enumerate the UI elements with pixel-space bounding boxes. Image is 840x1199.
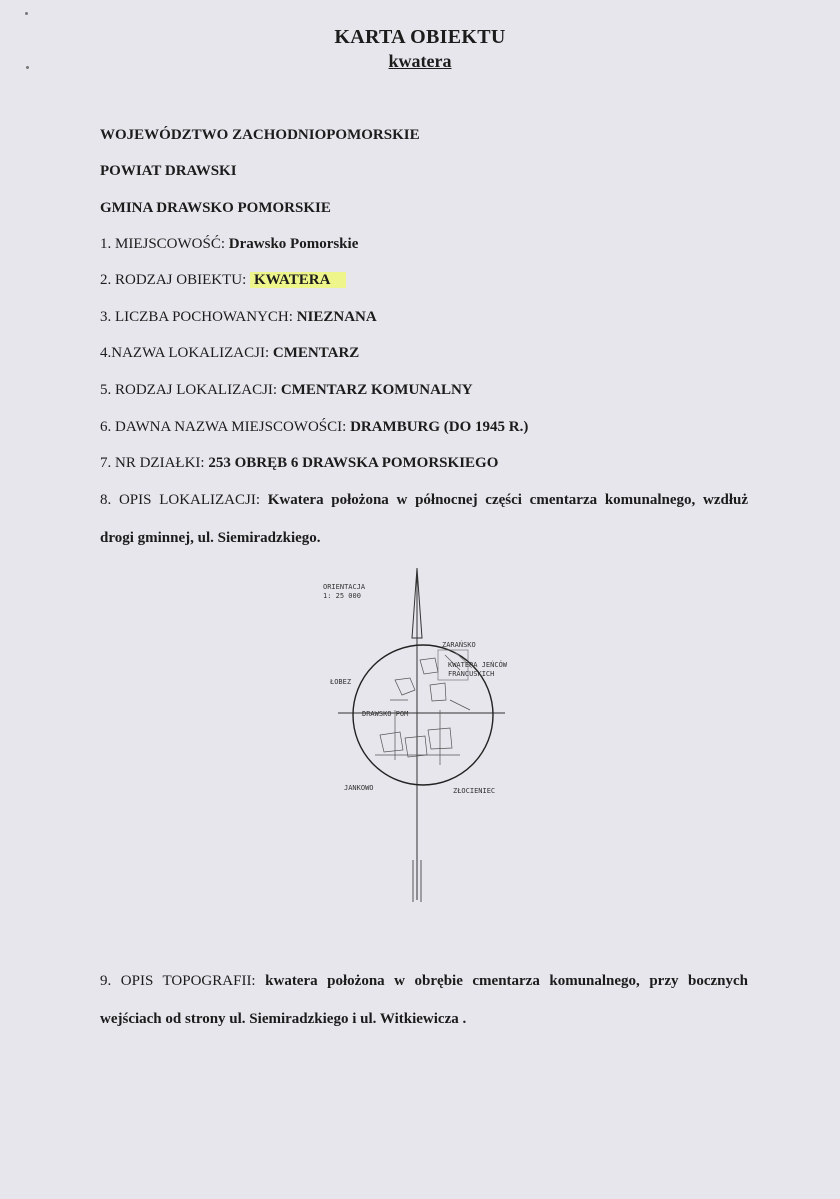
field-8-value-1: Kwatera położona w północnej części cmentarza komunalnego, wzdłuż bbox=[267, 492, 749, 508]
field-3 bbox=[100, 309, 377, 326]
scan-speck bbox=[25, 12, 28, 15]
field-1-value: Drawsko Pomorskie bbox=[228, 236, 359, 252]
field-3-label: 3. LICZBA POCHOWANYCH: bbox=[100, 309, 293, 325]
field-7-value: 253 OBRĘB 6 DRAWSKA POMORSKIEGO bbox=[208, 455, 499, 471]
field-4-label: 4.NAZWA LOKALIZACJI: bbox=[100, 345, 270, 361]
field-8-label: 8. OPIS LOKALIZACJI: bbox=[100, 492, 261, 508]
field-9-line-1 bbox=[100, 973, 748, 990]
field-4-value: CMENTARZ bbox=[272, 345, 360, 361]
map-label-north: ZARAŃSKO bbox=[442, 641, 476, 649]
document-subtitle: kwatera bbox=[388, 51, 452, 71]
field-5-label: 5. RODZAJ LOKALIZACJI: bbox=[100, 382, 278, 398]
voivodeship-line: WOJEWÓDZTWO ZACHODNIOPOMORSKIE bbox=[100, 127, 420, 143]
map-scale-label: 1: 25 000 bbox=[323, 592, 361, 600]
field-8-line-1 bbox=[100, 492, 748, 509]
map-label-southwest: JANKOWO bbox=[344, 784, 374, 792]
field-5 bbox=[100, 382, 473, 399]
map-label-west: ŁOBEZ bbox=[330, 678, 352, 686]
field-3-value: NIEZNANA bbox=[296, 309, 377, 325]
commune-line: GMINA DRAWSKO POMORSKIE bbox=[100, 200, 331, 216]
field-9-label: 9. OPIS TOPOGRAFII: bbox=[100, 973, 256, 989]
orientation-map bbox=[300, 560, 550, 910]
field-1 bbox=[100, 236, 358, 253]
field-6-label: 6. DAWNA NAZWA MIEJSCOWOŚCI: bbox=[100, 419, 347, 435]
map-label-southeast: ZŁOCIENIEC bbox=[453, 787, 496, 795]
field-8-value-2: drogi gminnej, ul. Siemiradzkiego. bbox=[100, 530, 321, 546]
county-line: POWIAT DRAWSKI bbox=[100, 163, 237, 179]
field-2-value-highlighted: KWATERA bbox=[250, 272, 346, 288]
field-7-label: 7. NR DZIAŁKI: bbox=[100, 455, 205, 471]
document-title: KARTA OBIEKTU bbox=[334, 26, 506, 48]
field-7 bbox=[100, 455, 498, 472]
scan-speck-2 bbox=[26, 66, 29, 69]
field-2 bbox=[100, 272, 346, 289]
field-9-value-1: kwatera położona w obrębie cmentarza komunalnego, przy bocznych bbox=[265, 973, 749, 989]
map-label-northeast-1: KWATERA JEŃCÓW bbox=[448, 661, 508, 669]
field-6-value: DRAMBURG (DO 1945 R.) bbox=[350, 419, 529, 435]
field-2-label: 2. RODZAJ OBIEKTU: bbox=[100, 272, 247, 288]
field-9-value-2: wejściach od strony ul. Siemiradzkiego i ul. Witkiewicza . bbox=[100, 1011, 467, 1027]
field-1-label: 1. MIEJSCOWOŚĆ: bbox=[100, 236, 226, 252]
map-label-center: DRAWSKO POM bbox=[362, 710, 409, 718]
field-6 bbox=[100, 419, 528, 436]
map-orientation-label: ORIENTACJA bbox=[323, 583, 366, 591]
map-label-northeast-2: FRANCUSKICH bbox=[448, 670, 495, 678]
field-4 bbox=[100, 345, 359, 362]
field-5-value: CMENTARZ KOMUNALNY bbox=[280, 382, 473, 398]
